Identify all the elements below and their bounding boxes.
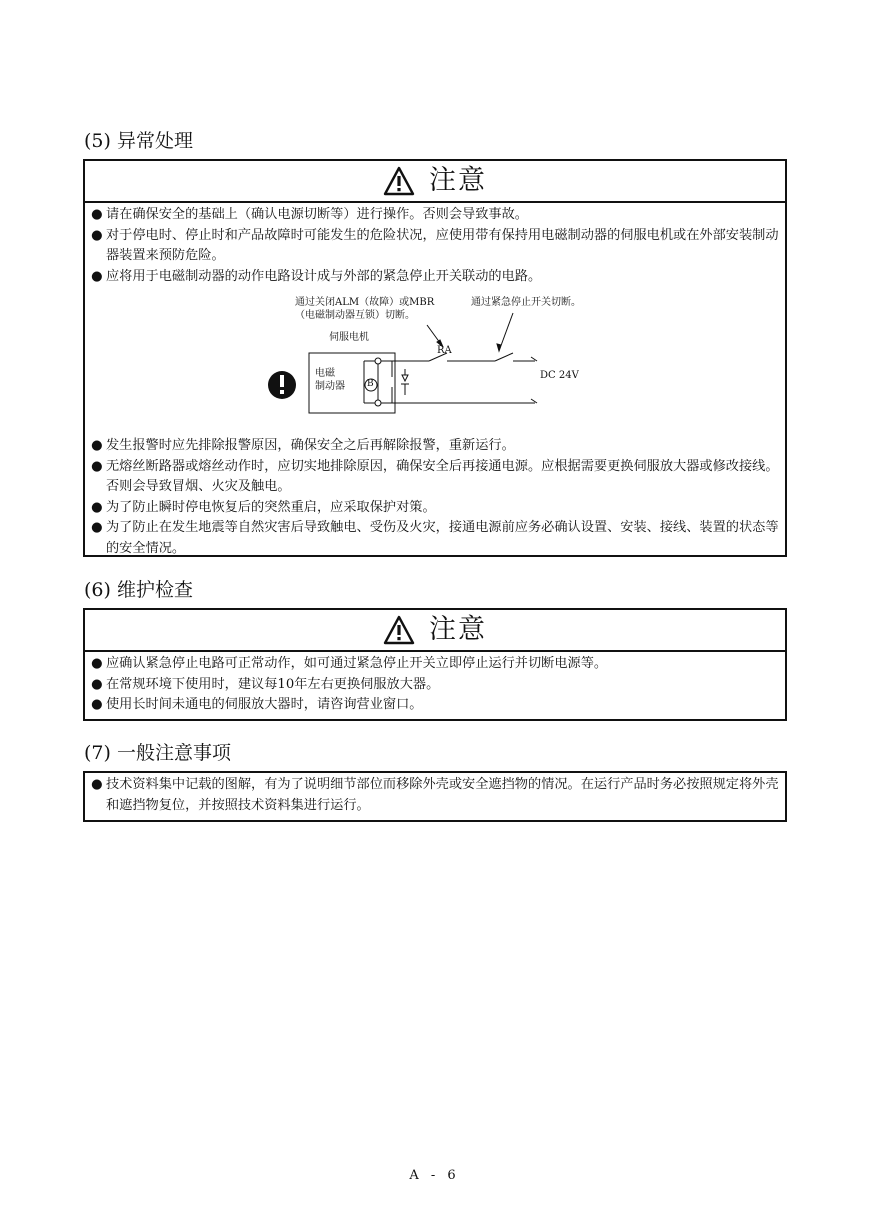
list-item: ● 发生报警时应先排除报警原因，确保安全之后再解除报警，重新运行。 <box>91 438 515 453</box>
list-item: ● 应确认紧急停止电路可正常动作，如可通过紧急停止开关立即停止运行并切断电源等。 <box>91 656 608 671</box>
label-ra: RA <box>437 345 452 356</box>
circuit-drawing <box>85 291 785 436</box>
label-brake-line2: 制动器 <box>315 381 345 392</box>
warning-triangle-icon <box>383 615 415 645</box>
label-brake-line1: 电磁 <box>315 368 335 379</box>
label-alm-line1: 通过关闭ALM（故障）或MBR <box>295 297 435 308</box>
caution-items-5a <box>85 203 785 291</box>
label-servo-motor: 伺服电机 <box>329 332 369 343</box>
section-7-title: (7) 一般注意事项 <box>84 742 231 764</box>
warning-triangle-icon <box>383 166 415 196</box>
section-5-title: (5) 异常处理 <box>84 130 193 152</box>
caution-header <box>85 161 785 203</box>
caution-title: 注意 <box>429 165 487 196</box>
list-item: ● 为了防止在发生地震等自然灾害后导致触电、受伤及火灾，接通电源前应务必确认设置、安装、接线、装置的状态等的安全情况。 <box>91 520 779 556</box>
list-item: ● 使用长时间未通电的伺服放大器时，请咨询营业窗口。 <box>91 697 423 712</box>
brake-circuit-diagram <box>85 291 785 436</box>
section-6-title: (6) 维护检查 <box>84 579 193 601</box>
label-alm-line2: （电磁制动器互锁）切断。 <box>295 310 415 321</box>
list-item: ● 为了防止瞬时停电恢复后的突然重启，应采取保护对策。 <box>91 499 436 515</box>
list-item: ● 应将用于电磁制动器的动作电路设计成与外部的紧急停止开关联动的电路。 <box>91 268 542 284</box>
list-item: ● 技术资料集中记载的图解，有为了说明细节部位而移除外壳或安全遮挡物的情况。在运行产品时务必按照规定将外壳和遮挡物复位，并按照技术资料集进行运行。 <box>91 777 779 813</box>
list-item: ● 无熔丝断路器或熔丝动作时，应切实地排除原因，确保安全后再接通电源。应根据需要更换伺服放大器或修改接线。否则会导致冒烟、火灾及触电。 <box>91 458 779 494</box>
caution-header <box>85 610 785 652</box>
page-number: A - 6 <box>409 1168 460 1183</box>
label-b: B <box>367 379 374 389</box>
list-item: ● 在常规环境下使用时，建议每10年左右更换伺服放大器。 <box>91 676 440 692</box>
list-item: ● 对于停电时、停止时和产品故障时可能发生的危险状况，应使用带有保持用电磁制动器的伺服电机或在外部安装制动器装置来预防危险。 <box>91 227 779 263</box>
caution-box-6 <box>83 608 787 721</box>
notice-box-7 <box>83 771 787 822</box>
caution-items-5b <box>85 436 785 563</box>
caution-title: 注意 <box>429 614 487 645</box>
label-dc-24v: DC 24V <box>540 370 579 381</box>
list-item: ● 请在确保安全的基础上（确认电源切断等）进行操作。否则会导致事故。 <box>91 207 528 222</box>
caution-box-5 <box>83 159 787 557</box>
label-emergency-stop: 通过紧急停止开关切断。 <box>471 297 581 308</box>
caution-items-6 <box>85 652 785 720</box>
notice-items-7 <box>85 773 785 820</box>
exclamation-icon <box>268 371 296 399</box>
